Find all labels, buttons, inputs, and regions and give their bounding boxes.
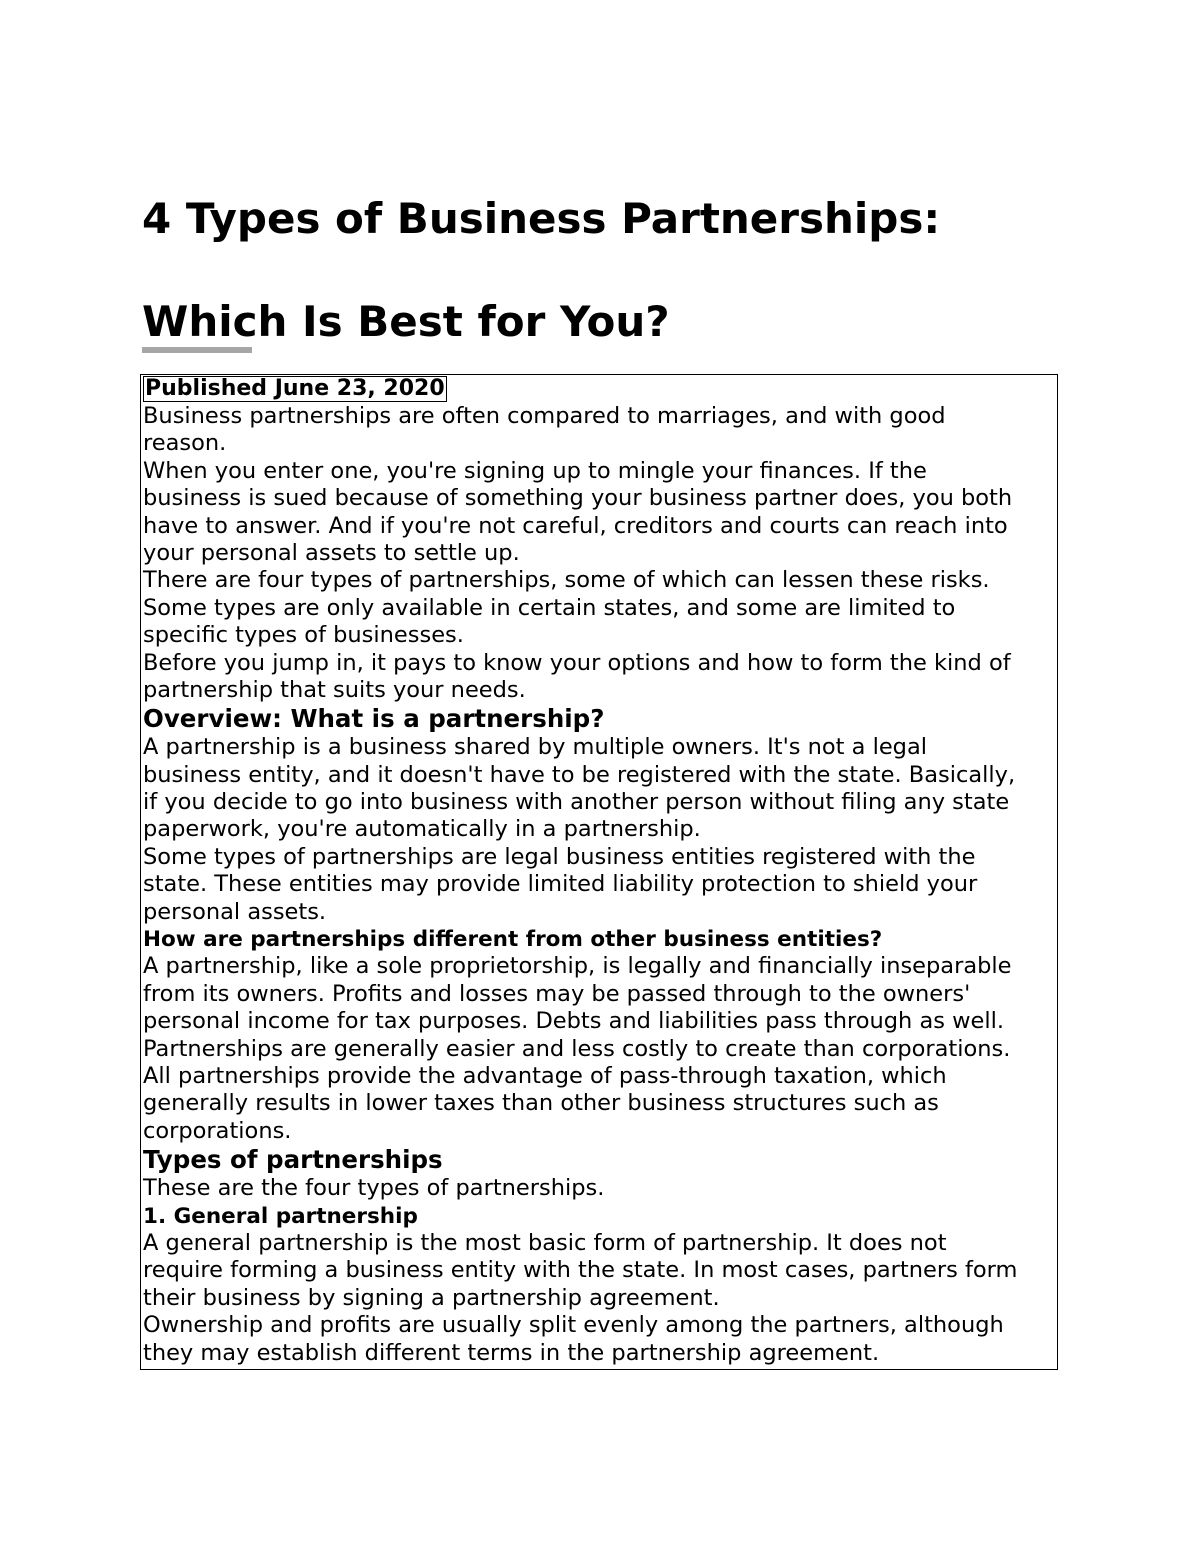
published-date: Published June 23, 2020 — [145, 376, 445, 401]
text-line: All partnerships provide the advantage of pass-through taxation, which — [143, 1062, 947, 1089]
intro-paragraph-1 — [143, 403, 1055, 458]
general-paragraph-1 — [143, 1230, 1055, 1312]
text-line: A general partnership is the most basic form of partnership. It does not — [143, 1229, 947, 1256]
text-line: they may establish different terms in the partnership agreement. — [143, 1339, 880, 1366]
text-line: business entity, and it doesn't have to be registered with the state. Basically, — [143, 761, 1016, 788]
text-line: partnership that suits your needs. — [143, 676, 526, 703]
differences-paragraph-3 — [143, 1063, 1055, 1145]
text-line: specific types of businesses. — [143, 622, 464, 649]
differences-paragraph-2 — [143, 1036, 1055, 1063]
text-line: Partnerships are generally easier and less costly to create than corporations. — [143, 1035, 1011, 1062]
text-line: generally results in lower taxes than other business structures such as — [143, 1090, 939, 1117]
text-line: from its owners. Profits and losses may be passed through to the owners' — [143, 980, 971, 1007]
overview-paragraph-2 — [143, 844, 1055, 926]
article-body — [140, 374, 1058, 1370]
general-paragraph-2 — [143, 1312, 1055, 1367]
text-line: have to answer. And if you're not careful, creditors and courts can reach into — [143, 512, 1008, 539]
types-paragraph-1 — [143, 1175, 1055, 1202]
text-line: your personal assets to settle up. — [143, 539, 520, 566]
text-line: require forming a business entity with the state. In most cases, partners form — [143, 1257, 1018, 1284]
text-line: their business by signing a partnership agreement. — [143, 1284, 720, 1311]
types-heading: Types of partnerships — [143, 1145, 443, 1175]
text-line: business is sued because of something your business partner does, you both — [143, 485, 1013, 512]
text-line: Ownership and profits are usually split evenly among the partners, although — [143, 1312, 1004, 1339]
overview-heading: Overview: What is a partnership? — [143, 704, 605, 734]
differences-heading: How are partnerships different from other business entities? — [143, 927, 883, 953]
text-line: A partnership is a business shared by multiple owners. It's not a legal — [143, 734, 927, 761]
differences-paragraph-1 — [143, 953, 1055, 1035]
text-line: paperwork, you're automatically in a partnership. — [143, 816, 701, 843]
text-line: Some types are only available in certain states, and some are limited to — [143, 594, 956, 621]
title-line-1: 4 Types of Business Partnerships: — [142, 194, 941, 243]
text-line: Some types of partnerships are legal business entities registered with the — [143, 843, 976, 870]
text-line: if you decide to go into business with another person without filing any state — [143, 789, 1010, 816]
overview-paragraph-1 — [143, 734, 1055, 844]
text-line: reason. — [143, 430, 227, 457]
intro-paragraph-2 — [143, 458, 1055, 568]
intro-paragraph-3 — [143, 567, 1055, 649]
general-partnership-heading: 1. General partnership — [143, 1203, 418, 1229]
text-line: When you enter one, you're signing up to mingle your finances. If the — [143, 457, 927, 484]
text-line: personal assets. — [143, 898, 327, 925]
text-line: A partnership, like a sole proprietorship, is legally and financially inseparable — [143, 953, 1012, 980]
text-line: personal income for tax purposes. Debts and liabilities pass through as well. — [143, 1008, 1005, 1035]
text-line: These are the four types of partnerships. — [143, 1175, 605, 1202]
intro-paragraph-4 — [143, 650, 1055, 705]
text-line: Before you jump in, it pays to know your options and how to form the kind of — [143, 649, 1011, 676]
title-line-2: Which Is Best for You? — [142, 297, 670, 346]
text-line: corporations. — [143, 1117, 292, 1144]
text-line: state. These entities may provide limited liability protection to shield your — [143, 871, 978, 898]
title-accent-bar — [142, 347, 252, 353]
text-line: Business partnerships are often compared to marriages, and with good — [143, 403, 946, 429]
text-line: There are four types of partnerships, some of which can lessen these risks. — [143, 567, 990, 594]
